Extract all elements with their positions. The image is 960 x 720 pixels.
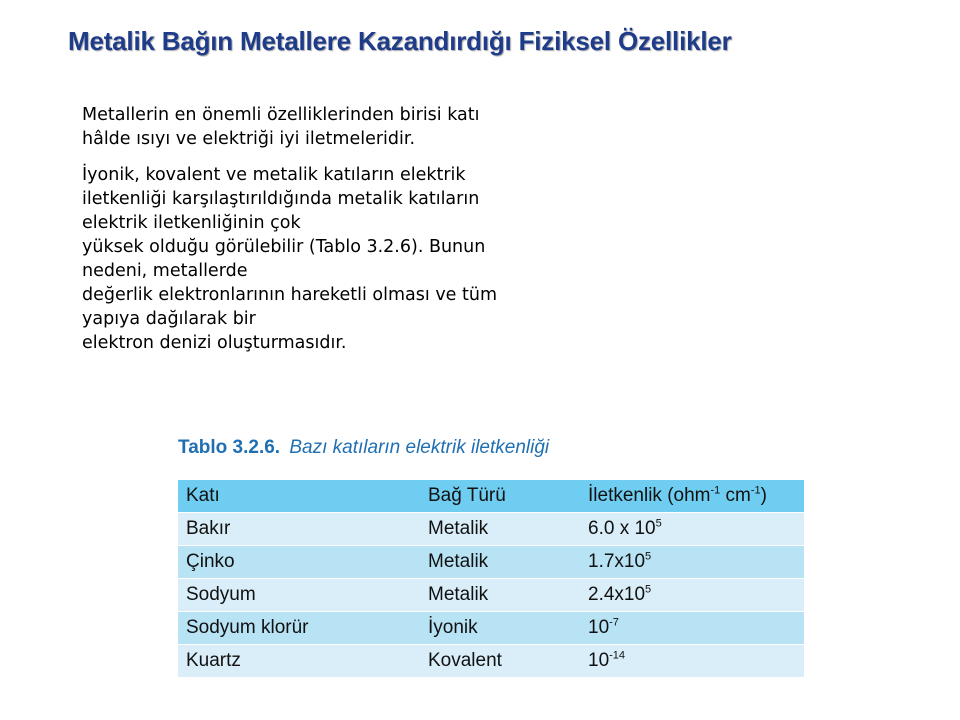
paragraph-line: değerlik elektronlarının hareketli olması ve tüm: [82, 285, 498, 305]
paragraph-2: [82, 163, 562, 355]
paragraph-line: yapıya dağılarak bir: [82, 309, 256, 329]
cell-bond: Metalik: [420, 513, 580, 546]
header-bond-type: Bağ Türü: [420, 480, 580, 513]
value-base: 10: [588, 650, 610, 671]
value-base: 10: [588, 617, 610, 638]
value-exponent: 5: [645, 550, 652, 563]
value-base: 1.7x10: [588, 551, 646, 572]
paragraph-line: iletkenliği karşılaştırıldığında metalik katıların: [82, 189, 480, 209]
paragraph-line: elektron denizi oluşturmasıdır.: [82, 333, 347, 353]
cell-conductivity: [580, 579, 804, 612]
conductivity-table: [178, 480, 804, 678]
paragraph-line: elektrik iletkenliğinin çok: [82, 213, 301, 233]
value-exponent: 5: [655, 517, 662, 530]
cell-solid: Sodyum: [178, 579, 420, 612]
header-solid: Katı: [178, 480, 420, 513]
cell-bond: Metalik: [420, 579, 580, 612]
header-conductivity-end: ): [760, 485, 767, 506]
cell-bond: İyonik: [420, 612, 580, 645]
cell-bond: Kovalent: [420, 645, 580, 678]
cell-solid: Çinko: [178, 546, 420, 579]
paragraph-line: İyonik, kovalent ve metalik katıların elektrik: [82, 165, 466, 185]
cell-solid: Sodyum klorür: [178, 612, 420, 645]
value-base: 2.4x10: [588, 584, 646, 605]
table-caption-text: Bazı katıların elektrik iletkenliği: [289, 437, 550, 458]
paragraph-line: yüksek olduğu görülebilir (Tablo 3.2.6). Bunun: [82, 237, 486, 257]
header-conductivity-base: İletkenlik (ohm: [588, 485, 711, 506]
table-row: [178, 513, 804, 546]
paragraph-line: hâlde ısıyı ve elektriği iyi iletmeleridir.: [82, 129, 416, 149]
value-exponent: -7: [609, 616, 619, 629]
cell-bond: Metalik: [420, 546, 580, 579]
header-exp-1: -1: [710, 484, 721, 497]
header-conductivity: [580, 480, 804, 513]
table-caption: [178, 437, 549, 459]
cell-conductivity: [580, 513, 804, 546]
table-row: [178, 612, 804, 645]
header-exp-2: -1: [750, 484, 761, 497]
table-row: [178, 579, 804, 612]
value-base: 6.0 x 10: [588, 518, 656, 539]
table-row: [178, 546, 804, 579]
paragraph-line: Metallerin en önemli özelliklerinden birisi katı: [82, 105, 480, 125]
paragraph-line: nedeni, metallerde: [82, 261, 248, 281]
value-exponent: -14: [609, 649, 626, 662]
table-row: [178, 645, 804, 678]
cell-conductivity: [580, 612, 804, 645]
slide-title: Metalik Bağın Metallere Kazandırdığı Fiziksel Özellikler: [68, 26, 732, 56]
cell-conductivity: [580, 546, 804, 579]
body-text: [82, 103, 562, 367]
cell-solid: Kuartz: [178, 645, 420, 678]
header-conductivity-unit: cm: [720, 485, 751, 506]
cell-conductivity: [580, 645, 804, 678]
table-header-row: [178, 480, 804, 513]
table-caption-number: Tablo 3.2.6.: [178, 437, 281, 458]
cell-solid: Bakır: [178, 513, 420, 546]
value-exponent: 5: [645, 583, 652, 596]
paragraph-1: [82, 103, 562, 151]
